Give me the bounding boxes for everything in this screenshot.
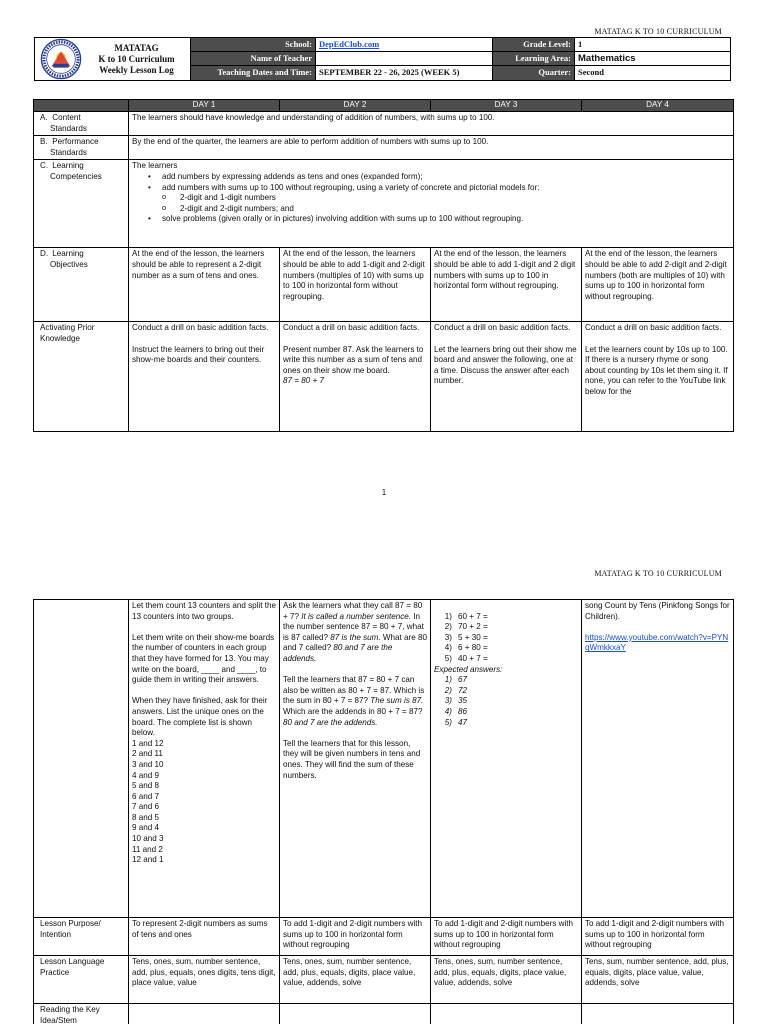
- content-standards-text: The learners should have knowledge and understanding of addition of numbers, with sums up to 100.: [129, 112, 734, 136]
- purpose-day-4: To add 1-digit and 2-digit numbers with sums up to 100 in horizontal form without regrouping: [582, 918, 734, 956]
- header-title-line-1: MATATAG: [114, 42, 159, 53]
- answer-item: 1) 67: [444, 675, 468, 685]
- objective-day-4: At the end of the lesson, the learners should be able to add 2-digit and 2-digit numbers (both are multiples of 10) with sums up to 100 in horizontal form without regrouping.: [582, 248, 734, 322]
- pair-item: 9 and 4: [132, 823, 160, 833]
- dates-value: SEPTEMBER 22 - 26, 2025 (WEEK 5): [316, 66, 493, 80]
- deped-seal-icon: [39, 38, 83, 80]
- answer-item: 3) 35: [444, 696, 468, 706]
- continued-label-cell: [34, 600, 129, 918]
- area-label: Learning Area:: [493, 52, 575, 66]
- drill-item: 2) 70 + 2 =: [444, 622, 488, 632]
- day-header-1: DAY 1: [129, 100, 280, 112]
- learning-competencies-text: [129, 160, 734, 248]
- answer-item: 5) 47: [444, 717, 468, 727]
- drill-item: 5) 40 + 7 =: [444, 653, 488, 663]
- competency-item: • add numbers by expressing addends as tens and ones (expanded form);: [146, 172, 730, 183]
- language-day-2: Tens, ones, sum, number sentence, add, plus, equals, digits, place value, value, addends, solve: [280, 956, 431, 1004]
- dates-label: Teaching Dates and Time:: [191, 66, 316, 80]
- answer-item: 4) 86: [444, 706, 468, 716]
- drill-items: [434, 612, 578, 665]
- competency-item: • solve problems (given orally or in pictures) involving addition with sums up to 100 without regrouping.: [146, 214, 730, 225]
- drill-item: 1) 60 + 7 =: [444, 611, 488, 621]
- lesson-log-header: [34, 37, 731, 81]
- purpose-day-2: To add 1-digit and 2-digit numbers with sums up to 100 in horizontal form without regrouping: [280, 918, 431, 956]
- teacher-value: [316, 52, 493, 66]
- competency-item: • add numbers with sums up to 100 without regrouping, using a variety of concrete and pictorial models for:: [146, 183, 730, 194]
- pair-item: 4 and 9: [132, 770, 160, 780]
- reading-day-4: [582, 1004, 734, 1024]
- prior-knowledge-label: Activating Prior Knowledge: [34, 322, 129, 432]
- grade-value: 1: [575, 38, 730, 52]
- pair-item: 3 and 10: [132, 759, 164, 769]
- language-day-4: Tens, sum, number sentence, add, plus, equals, digits, place value, value, addends, solve: [582, 956, 734, 1004]
- lesson-purpose-label: Lesson Purpose/ Intention: [34, 918, 129, 956]
- prior-day-3-instruction: Let the learners bring out their show me board and answer the following, one at a time. Discuss the answer after each number.: [434, 344, 577, 386]
- competency-subitem: o 2-digit and 1-digit numbers: [162, 193, 730, 204]
- objective-day-1: At the end of the lesson, the learners should be able to represent a 2-digit number as a sum of tens and ones.: [129, 248, 280, 322]
- reading-key-idea-label: Reading the Key Idea/Stem: [34, 1004, 129, 1024]
- day-header-3: DAY 3: [431, 100, 582, 112]
- prior-cont-day-1: Let them count 13 counters and split the 13 counters into two groups. Let them write on their show-me boards the number of counters in each group that they have formed for 13. You may write on the board, ____ and ____, to guide them in writing their answers. When they have finished, ask for their answers. List the unique ones on the board. The complete list is shown below. 1 and 12 2 and 11 3 and 10 4 and 9 5 and 8 6 and 7 7 and 6 8 and 5 9 and 4 10 and 3 11 and 2 12 and 1: [129, 600, 280, 918]
- pair-item: 5 and 8: [132, 781, 160, 791]
- pair-item: 7 and 6: [132, 802, 160, 812]
- prior-day-3: [431, 322, 582, 432]
- prior-day-2: [280, 322, 431, 432]
- pair-item: 1 and 12: [132, 738, 164, 748]
- performance-standards-label: B. Performance Standards: [34, 136, 129, 160]
- drill-item: 3) 5 + 30 =: [444, 632, 488, 642]
- header-info-grid: [191, 38, 730, 80]
- purpose-day-3: To add 1-digit and 2-digit numbers with sums up to 100 in horizontal form without regrouping: [431, 918, 582, 956]
- drill-item: 4) 6 + 80 =: [444, 643, 488, 653]
- drill-text: Conduct a drill on basic addition facts.: [434, 323, 571, 333]
- prior-day-2-instruction: Present number 87. Ask the learners to write this number as a sum of tens and ones on their show me board.: [283, 344, 424, 375]
- answer-item: 2) 72: [444, 685, 468, 695]
- teacher-label: Name of Teacher: [191, 52, 316, 66]
- pair-item: 2 and 11: [132, 749, 163, 759]
- prior-cont-day-3: [431, 600, 582, 918]
- day-header-4: DAY 4: [582, 100, 734, 112]
- day-header-2: DAY 2: [280, 100, 431, 112]
- prior-day-2-equation: 87 = 80 + 7: [283, 376, 324, 386]
- quarter-value: Second: [575, 66, 730, 80]
- competency-subitem: o 2-digit and 2-digit numbers; and: [162, 204, 730, 215]
- expected-answers-label: Expected answers:: [434, 664, 503, 674]
- language-day-3: Tens, ones, sum, number sentence, add, plus, equals, digits, place value, value, addends, solve: [431, 956, 582, 1004]
- competencies-intro: The learners: [132, 161, 178, 171]
- school-label: School:: [191, 38, 316, 52]
- curriculum-label: MATATAG K TO 10 CURRICULUM: [594, 569, 722, 578]
- prior-cont-day-4: song Count by Tens (Pinkfong Songs for Children). https://www.youtube.com/watch?v=PYNqWmkkxaY: [582, 600, 734, 918]
- objective-day-2: At the end of the lesson, the learners should be able to add 1-digit and 2-digit numbers (multiples of 10) with sums up to 100 in horizontal form without regrouping.: [280, 248, 431, 322]
- reading-day-1: [129, 1004, 280, 1024]
- header-title-line-2: K to 10 Curriculum: [98, 53, 175, 64]
- drill-text: Conduct a drill on basic addition facts.: [132, 323, 269, 333]
- learning-objectives-label: D. Learning Objectives: [34, 248, 129, 322]
- prior-day-4-instruction: Let the learners count by 10s up to 100. If there is a nursery rhyme or song about counting by 10s let them sing it. If none, you can refer to the YouTube link below for the: [585, 344, 728, 396]
- prior-day-1: [129, 322, 280, 432]
- content-standards-label: A. Content Standards: [34, 112, 129, 136]
- corner-header: [34, 100, 129, 112]
- pair-item: 6 and 7: [132, 791, 160, 801]
- prior-day-1-instruction: Instruct the learners to bring out their show-me boards and their counters.: [132, 344, 265, 365]
- prior-day-4: [582, 322, 734, 432]
- language-day-1: Tens, ones, sum, number sentence, add, plus, equals, ones digits, tens digit, place value, value: [129, 956, 280, 1004]
- pair-item: 8 and 5: [132, 812, 160, 822]
- curriculum-label: MATATAG K TO 10 CURRICULUM: [594, 27, 722, 36]
- lesson-table-page-1: [33, 99, 734, 432]
- drill-text: Conduct a drill on basic addition facts.: [585, 323, 722, 333]
- performance-standards-text: By the end of the quarter, the learners are able to perform addition of numbers with sums up to 100.: [129, 136, 734, 160]
- header-title-line-3: Weekly Lesson Log: [99, 64, 174, 75]
- school-value[interactable]: [316, 38, 493, 52]
- purpose-day-1: To represent 2-digit numbers as sums of tens and ones: [129, 918, 280, 956]
- header-title-block: [35, 38, 191, 80]
- area-value: Mathematics: [575, 52, 730, 66]
- pair-item: 11 and 2: [132, 844, 163, 854]
- school-link[interactable]: DepEdClub.com: [319, 39, 380, 49]
- lesson-table-page-2: [33, 599, 734, 1024]
- pair-list: [132, 739, 276, 866]
- grade-label: Grade Level:: [493, 38, 575, 52]
- learning-competencies-label: C. Learning Competencies: [34, 160, 129, 248]
- prior-cont-day-2: Ask the learners what they call 87 = 80 + 7? It is called a number sentence. In the number sentence 87 = 80 + 7, what is 87 called? 87 is the sum. What are 80 and 7 called? 80 and 7 are the addends. Tell the learners that 87 = 80 + 7 can also be written as 80 + 7 = 87. Which is the sum in 80 + 7 = 87? The sum is 87. Which are the addends in 80 + 7 = 87? 80 and 7 are the addends. Tell the learners that for this lesson, they will be given numbers in tens and ones. They will find the sum of these numbers.: [280, 600, 431, 918]
- expected-answers: [434, 675, 578, 728]
- pair-item: 12 and 1: [132, 855, 164, 865]
- pair-item: 10 and 3: [132, 834, 164, 844]
- youtube-link[interactable]: https://www.youtube.com/watch?v=PYNqWmkkxaY: [585, 632, 729, 653]
- reading-day-2: [280, 1004, 431, 1024]
- language-practice-label: Lesson Language Practice: [34, 956, 129, 1004]
- objective-day-3: At the end of the lesson, the learners should be able to add 1-digit and 2 digit numbers with sums up to 100 in horizontal form without regrouping.: [431, 248, 582, 322]
- quarter-label: Quarter:: [493, 66, 575, 80]
- reading-day-3: [431, 1004, 582, 1024]
- page-number: 1: [381, 488, 387, 497]
- drill-text: Conduct a drill on basic addition facts.: [283, 323, 420, 333]
